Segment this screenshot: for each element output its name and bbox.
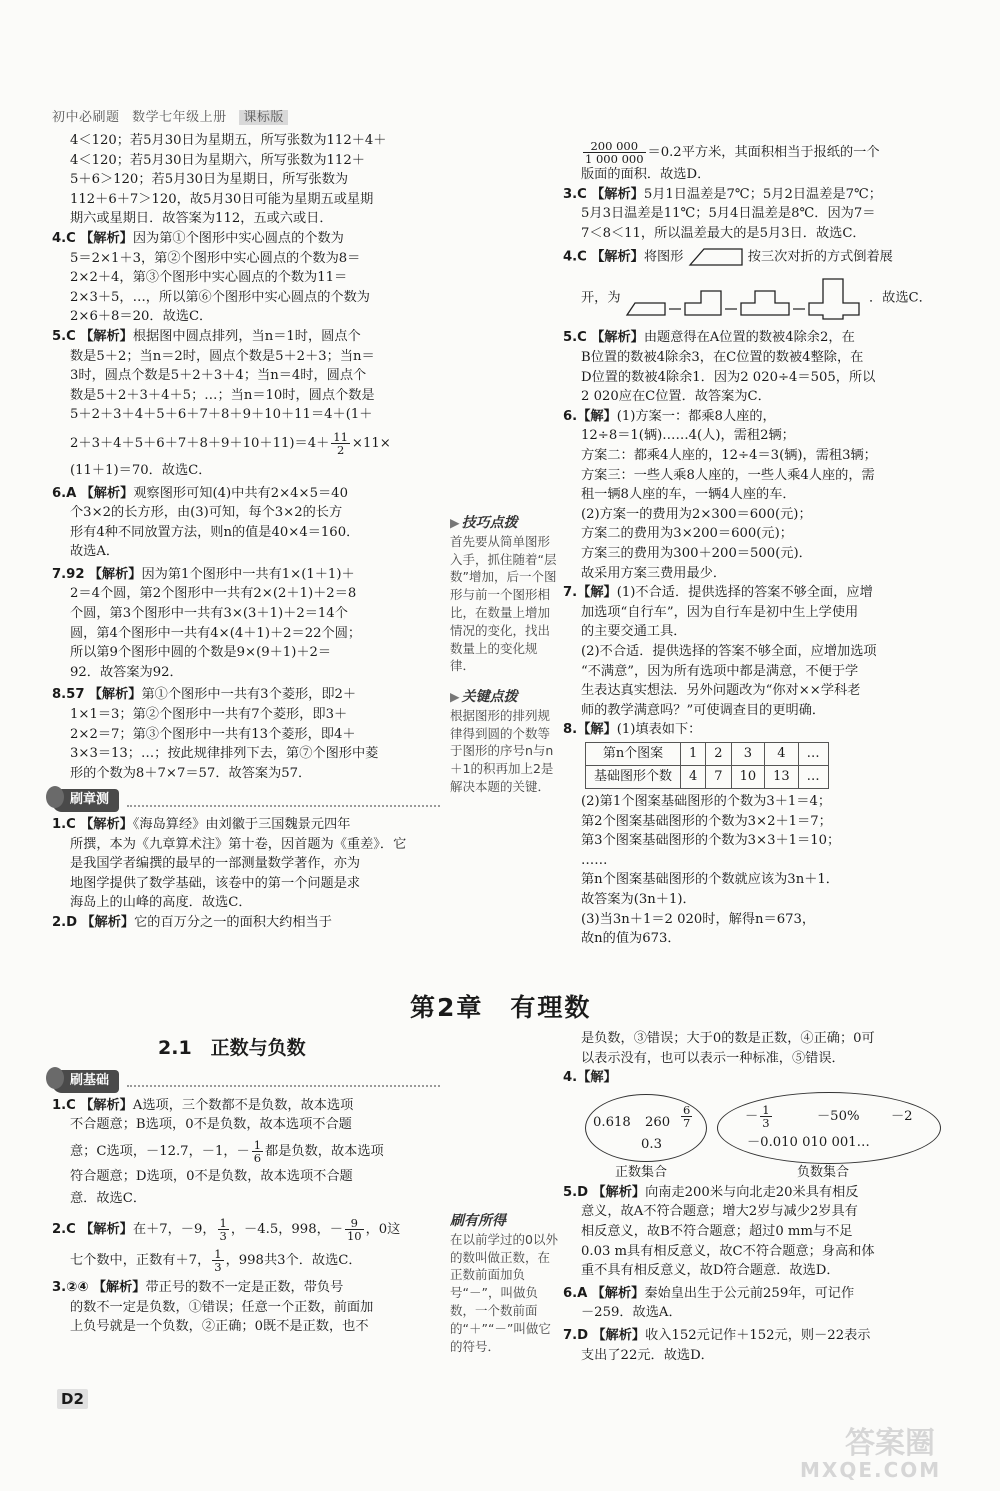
fraction: $\frac{6}{7}$ bbox=[683, 1102, 691, 1130]
page-number: D2 bbox=[57, 1389, 88, 1409]
text-line: 是我国学者编撰的最早的一部测量数学著作，亦为 bbox=[70, 856, 361, 872]
text-line: 所以第9个图形中圆的个数是9×(9＋1)＋2＝ bbox=[70, 645, 332, 661]
answer-5: 5.C 【解析】根据图中圆点排列，当n＝1时，圆点个 bbox=[52, 328, 361, 344]
fraction: $\frac{1}{6}$ bbox=[253, 1137, 262, 1165]
text-line: 个圆，第3个图形中一共有3×(3＋1)＋2＝14个 bbox=[70, 606, 348, 622]
text-line: 意．故选C． bbox=[70, 1191, 147, 1207]
answer-r4: 4.C 【解析】将图形 按三次对折的方式倒着展 bbox=[563, 247, 958, 267]
chapter-title: 第2章 有理数 bbox=[410, 993, 592, 1022]
left-column bbox=[52, 132, 440, 934]
text-line: 2＝4个圆，第2个图形中一共有2×(2＋1)＋2＝8 bbox=[70, 586, 357, 602]
text-line: 方案二的费用为3×200＝600(元)； bbox=[581, 526, 793, 542]
text-line: 数是5＋2；当n＝2时，圆点个数是5＋2＋3；当n＝ bbox=[70, 348, 375, 364]
unfolded-shapes bbox=[625, 275, 865, 321]
text-line: 故选A． bbox=[70, 544, 120, 560]
answer-8: 8.57 【解析】第①个图形中一共有3个菱形，即2＋ bbox=[52, 687, 357, 703]
watermark-url: MXQE.COM bbox=[800, 1458, 942, 1482]
text-line: 5＋6＞120；若5月30日为星期日，所写张数为 bbox=[70, 172, 349, 188]
text-line: (11＋1)＝70．故选C． bbox=[70, 462, 212, 478]
watermark-logo: 答案圈 bbox=[845, 1426, 935, 1461]
text-line: $\frac{200 000}{1 000 000}$ ＝0.2平方米，其面积相当于报纸的一个 bbox=[585, 139, 880, 166]
text-line: 2×2＋4，第③个图形中实心圆点的个数为11＝ bbox=[70, 270, 348, 286]
summary-note: 刷有所得 在以前学过的0以外的数叫做正数，在正数前面加负号“－”，叫做负数，一个数前面的“＋”“－”叫做它的符号． bbox=[450, 1213, 558, 1354]
arrow-icon: ▶ bbox=[450, 689, 460, 704]
trapezoid-shape bbox=[688, 247, 744, 267]
text-line: 租一辆8人座的车，一辆4人座的车． bbox=[581, 487, 796, 503]
answer-6: 6.A 【解析】观察图形可知(4)中共有2×4×5＝40 bbox=[52, 485, 348, 501]
lower-left-column bbox=[52, 1064, 440, 1338]
chapter-answer-2: 2.D 【解析】它的百万分之一的面积大约相当于 bbox=[52, 914, 332, 930]
positive-set-label: 正数集合 bbox=[615, 1164, 668, 1180]
text-line: 第n个图案基础图形的个数就应该为3n＋1． bbox=[581, 872, 839, 888]
text-line: 5月3日温差是11℃；5月4日温差是8℃．因为7＝ bbox=[581, 206, 876, 222]
text-line: “不满意”，因为所有选项中都是满意，不便于学 bbox=[581, 663, 859, 679]
text-line: 意义，故A不符合题意；增大2岁与减少2岁具有 bbox=[581, 1204, 858, 1220]
basic-answer-3: 3.②④ 【解析】带正号的数不一定是正数，带负号 bbox=[52, 1279, 344, 1295]
text-line: 意；C选项，－12.7，－1，－ $\frac{1}{6}$ 都是负数，故本选项 bbox=[70, 1137, 384, 1165]
text-line: 上负号就是一个负数，②正确；0既不是正数，也不 bbox=[70, 1319, 369, 1335]
text-line: 相反意义，故B不符合题意；超过0 mm与不足 bbox=[581, 1223, 853, 1239]
text-line: 5＋2＋3＋4＋5＋6＋7＋8＋9＋10＋11＝4＋(1＋ bbox=[70, 407, 373, 423]
answer-r8: 8.【解】(1)填表如下： bbox=[563, 722, 702, 738]
table-row: 基础图形个数 4 7 10 13 … bbox=[586, 765, 829, 788]
basic-answer-6: 6.A 【解析】秦始皇出生于公元前259年，可记作 bbox=[563, 1285, 855, 1301]
text-line: 以表示没有，也可以表示一种标准，⑤错误． bbox=[581, 1050, 845, 1066]
text-line: 形有4种不同放置方法，则n的值是40×4＝160． bbox=[70, 524, 360, 540]
answer-4: 4.C 【解析】因为第①个图形中实心圆点的个数为 bbox=[52, 230, 344, 246]
text-line: －259．故选A． bbox=[581, 1305, 682, 1321]
text-line: 方案三的费用为300＋200＝500(元)． bbox=[581, 546, 812, 561]
text-line: 数是5＋2＋3＋4＋5；…；当n＝10时，圆点个数是 bbox=[70, 387, 375, 403]
text-line: 的数不一定是负数，①错误；任意一个正数，前面加 bbox=[70, 1299, 374, 1315]
text-line: D位置的数被4除余1．因为2 020÷4＝505，所以 bbox=[581, 369, 876, 385]
text-line: 所撰，本为《九章算术注》第十卷，因首题为《重差》．它 bbox=[70, 836, 407, 852]
text-line: 加选项“自行车”，因为自行车是初中生上学使用 bbox=[581, 604, 859, 620]
text-line: 方案三：一些人乘8人座的，一些人乘4人座的，需 bbox=[581, 467, 875, 483]
fraction: $\frac{200 000}{1 000 000}$ bbox=[585, 139, 644, 166]
fraction: $\frac{9}{10}$ bbox=[346, 1215, 362, 1243]
section-badge-basics: 刷基础 bbox=[52, 1070, 440, 1093]
text-line: 个3×2的长方形，由(3)可知，每个3×2的长方 bbox=[70, 505, 343, 521]
answer-r6: 6.【解】(1)方案一：都乘8人座的， bbox=[563, 408, 776, 424]
text-line: 4＜120；若5月30日为星期六，所写张数为112＋ bbox=[70, 152, 365, 168]
section-title: 2.1 正数与负数 bbox=[158, 1037, 306, 1059]
text-line: 符合题意；D选项，0不是负数，故本选项不合题 bbox=[70, 1168, 353, 1184]
arrow-icon: ▶ bbox=[450, 515, 460, 530]
text-line: 期六或星期日．故答案为112，五或六或日． bbox=[70, 211, 333, 227]
text-line: 第2个图案基础图形的个数为3×2＋1＝7； bbox=[581, 813, 832, 829]
text-line: 开，为 ．故选C． bbox=[563, 275, 958, 321]
key-note: ▶ 关键点拨 根据图形的排列规律得到圆的个数等于图形的序号n与n＋1的积再加上2是解决本题的关键． bbox=[450, 689, 554, 794]
text-line: 1×1＝3；第②个图形中一共有7个菱形，即3＋ bbox=[70, 707, 348, 723]
text-line: 师的教学满意吗？”可使调查目的更明确． bbox=[581, 702, 826, 718]
text-line: 故采用方案三费用最少． bbox=[581, 565, 727, 581]
answer-r3: 3.C 【解析】5月1日温差是7℃；5月2日温差是7℃； bbox=[563, 186, 882, 202]
shape-step-4 bbox=[809, 279, 859, 319]
basic-answer-7: 7.D 【解析】收入152元记作＋152元，则－22表示 bbox=[563, 1327, 871, 1343]
text-line: 形的个数为8＋7×7＝57．故答案为57． bbox=[70, 765, 312, 781]
basic-answer-1: 1.C 【解析】A选项，三个数都不是负数，故本选项 bbox=[52, 1097, 354, 1113]
text-line: 5＝2×1＋3，第②个图形中实心圆点的个数为8＝ bbox=[70, 250, 361, 266]
text-line: …… bbox=[581, 852, 608, 868]
text-line: 圆，第4个图形中一共有4×(4＋1)＋2＝22个圆； bbox=[70, 625, 362, 641]
text-line: 7＜8＜11，所以温差最大的是5月3日．故选C． bbox=[581, 225, 866, 241]
text-line: B位置的数被4除余3，在C位置的数被4整除，在 bbox=[581, 350, 864, 366]
text-line: 第3个图案基础图形的个数为3×3＋1＝10； bbox=[581, 833, 841, 849]
text-line: 112＋6＋7＞120，故5月30日可能为星期五或星期 bbox=[70, 191, 374, 207]
text-line: 方案二：都乘4人座的，12÷4＝3(辆)，需租3辆； bbox=[581, 448, 877, 464]
lower-right-column bbox=[563, 1030, 958, 1366]
text-line: 故n的值为673． bbox=[581, 931, 681, 947]
table-row: 第n个图案 1 2 3 4 … bbox=[586, 742, 829, 765]
text-line: 2 020应在C位置．故答案为C． bbox=[581, 389, 771, 405]
shape-step-2 bbox=[685, 291, 721, 315]
right-column bbox=[563, 140, 958, 950]
text-line: 七个数中，正数有＋7， $\frac{1}{3}$ ，998共3个．故选C． bbox=[70, 1246, 362, 1274]
text-line: 支出了22元．故选D． bbox=[581, 1347, 714, 1363]
text-line: 2×6＋8＝20．故选C． bbox=[70, 309, 213, 325]
fraction: $\frac{1}{3}$ bbox=[214, 1246, 222, 1274]
section-badge-chapter-test: 刷章测 bbox=[52, 789, 440, 812]
shape-step-3 bbox=[741, 291, 789, 315]
fraction: $\frac{1}{3}$ bbox=[762, 1102, 770, 1130]
text-line: 3×3＝13；…；按此规律排列下去，第⑦个图形中菱 bbox=[70, 746, 379, 762]
basic-answer-5: 5.D 【解析】向南走200米与向北走20米具有相反 bbox=[563, 1184, 859, 1200]
text-line: 92．故答案为92． bbox=[70, 664, 183, 680]
text-line: 的主要交通工具． bbox=[581, 624, 687, 640]
text-line: (2)不合适．提供选择的答案不够全面，应增加选项 bbox=[581, 643, 877, 659]
text-line: 12÷8＝1(辆)……4(人)，需租2辆； bbox=[581, 428, 795, 444]
answer-7: 7.92 【解析】因为第1个图形中一共有1×(1＋1)＋ bbox=[52, 566, 355, 582]
number-sets-diagram: 0.618 260 $\frac{6}{7}$ 0.3 － $\frac{1}{3}$ －50% －2 －0.010 010 001… 正数集合 负数集合 bbox=[585, 1092, 955, 1184]
fraction: $\frac{1}{3}$ bbox=[219, 1215, 227, 1243]
text-line: 不合题意；B选项，0不是负数，故本选项不合题 bbox=[70, 1117, 352, 1133]
pattern-table bbox=[585, 742, 829, 789]
text-line: 是负数，③错误；大于0的数是正数，④正确；0可 bbox=[581, 1031, 875, 1046]
header-subject: 数学七年级上册 bbox=[132, 110, 227, 125]
text-line: 生表达真实想法．另外问题改为“你对××学科老 bbox=[581, 683, 861, 699]
text-line: 2×3＋5，…，所以第⑥个图形中实心圆点的个数为 bbox=[70, 289, 370, 305]
answer-r7: 7.【解】(1)不合适．提供选择的答案不够全面，应增 bbox=[563, 585, 873, 601]
negative-set-label: 负数集合 bbox=[797, 1164, 850, 1180]
header-book: 初中必刷题 bbox=[52, 110, 120, 125]
basic-answer-4: 4.【解】 bbox=[563, 1070, 617, 1086]
text-line: 海岛上的山峰的高度．故选C． bbox=[70, 895, 252, 911]
text-line: 重不具有相反意义，故D符合题意．故选D． bbox=[581, 1263, 840, 1279]
running-header bbox=[52, 106, 296, 125]
text-line: 2×2＝7；第③个图形中一共有13个菱形，即4＋ bbox=[70, 726, 356, 742]
tip-note: ▶ 技巧点拨 首先要从简单图形入手，抓住随着“层数”增加，后一个图形与前一个图形相比，在数量上增加情况的变化，找出数量上的变化规律． bbox=[450, 515, 557, 674]
shape-step-1 bbox=[627, 303, 665, 315]
basic-answer-2: 2.C 【解析】在＋7，－9， $\frac{1}{3}$ ，－4.5，998，－ $\frac{9}{10}$ ，0这 bbox=[52, 1215, 401, 1243]
text-line: 2＋3＋4＋5＋6＋7＋8＋9＋10＋11)＝4＋ $\frac{11}{2}$ ×11× bbox=[70, 429, 391, 457]
text-line: (2)方案一的费用为2×300＝600(元)； bbox=[581, 506, 812, 522]
text-line: (2)第1个图案基础图形的个数为3＋1＝4； bbox=[581, 793, 832, 809]
text-line: 地图学提供了数学基础，该卷中的第一个问题是求 bbox=[70, 875, 361, 891]
header-edition: 课标版 bbox=[239, 110, 288, 125]
chapter-answer-1: 1.C 【解析】《海岛算经》由刘徽于三国魏景元四年 bbox=[52, 817, 351, 832]
text-line: 版面的面积．故选D． bbox=[581, 167, 711, 182]
fraction: $\frac{11}{2}$ bbox=[333, 429, 348, 457]
text-line: 4＜120；若5月30日为星期五，所写张数为112＋4＋ bbox=[70, 133, 387, 148]
text-line: 3时，圆点个数是5＋2＋3＋4；当n＝4时，圆点个 bbox=[70, 368, 367, 384]
answer-r5: 5.C 【解析】由题意得在A位置的数被4除余2，在 bbox=[563, 330, 855, 346]
text-line: 故答案为(3n＋1)． bbox=[581, 891, 696, 907]
text-line: 0.03 m具有相反意义，故C不符合题意；身高和体 bbox=[581, 1243, 875, 1259]
text-line: (3)当3n＋1＝2 020时，解得n＝673， bbox=[581, 911, 816, 927]
